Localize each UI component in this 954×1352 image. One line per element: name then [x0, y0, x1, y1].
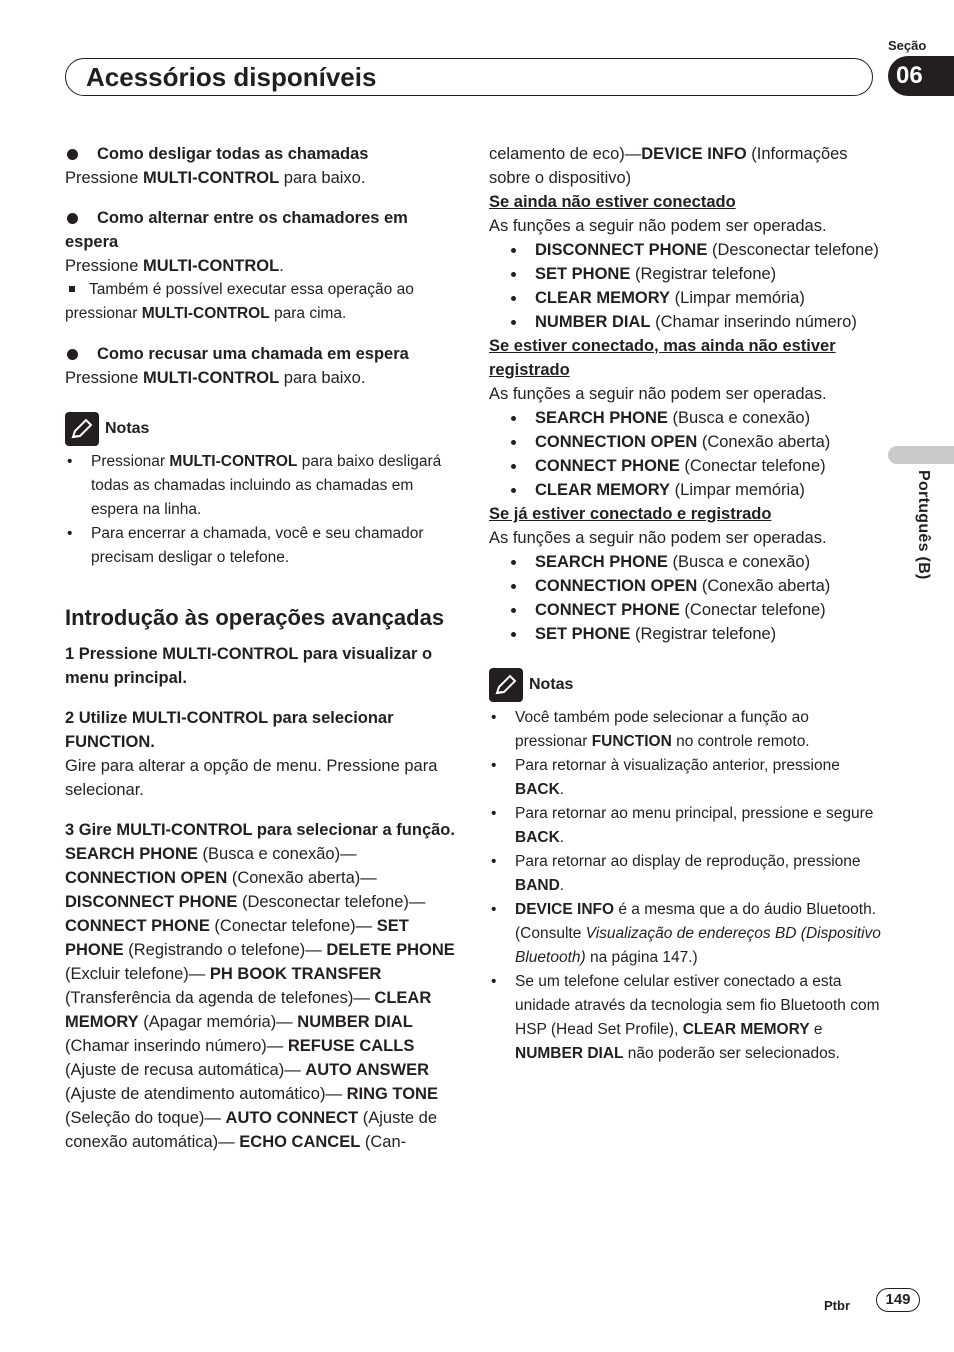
list-item: CONNECT PHONE (Conectar telefone) — [489, 454, 884, 478]
notes-header — [489, 668, 884, 702]
page-title: Acessórios disponíveis — [86, 62, 377, 92]
paragraph: Pressione MULTI-CONTROL para baixo. — [65, 169, 366, 187]
bullet-title: Como desligar todas as chamadas — [65, 142, 455, 166]
step-2: 2 Utilize MULTI-CONTROL para selecionar FUNCTION. — [65, 709, 394, 751]
header-bar — [65, 58, 873, 96]
paragraph: Pressione MULTI-CONTROL para baixo. — [65, 369, 366, 387]
subheading: Se já estiver conectado e registrado — [489, 505, 772, 523]
section-heading: Introdução às operações avançadas — [65, 605, 445, 630]
paragraph: As funções a seguir não podem ser operadas. — [489, 385, 827, 403]
right-column — [489, 142, 884, 1066]
list-item: NUMBER DIAL (Chamar inserindo número) — [489, 310, 884, 334]
list-item: • Para encerrar a chamada, você e seu chamador precisam desligar o telefone. — [65, 522, 455, 570]
step-1: 1 Pressione MULTI-CONTROL para visualizar o menu principal. — [65, 645, 433, 687]
footer-language: Ptbr — [824, 1298, 850, 1313]
list-item: CLEAR MEMORY (Limpar memória) — [489, 286, 884, 310]
side-tab — [888, 446, 954, 464]
list-item: • Pressionar MULTI-CONTROL para baixo desligará todas as chamadas incluindo as chamadas em espera na linha. — [65, 450, 455, 522]
function-bullets — [489, 238, 884, 334]
list-item: • Para retornar ao menu principal, pressione e segure BACK. — [489, 802, 884, 850]
list-item: CONNECTION OPEN (Conexão aberta) — [489, 430, 884, 454]
notes-header — [65, 412, 455, 446]
paragraph: Gire para alterar a opção de menu. Pressione para selecionar. — [65, 757, 438, 799]
notes-label: Notas — [529, 676, 574, 693]
list-item: SEARCH PHONE (Busca e conexão) — [489, 406, 884, 430]
page-number: 149 — [876, 1288, 920, 1312]
left-column — [65, 142, 455, 1154]
list-item: SET PHONE (Registrar telefone) — [489, 262, 884, 286]
notes-label: Notas — [105, 420, 150, 437]
step-3: 3 Gire MULTI-CONTROL para selecionar a função. — [65, 821, 455, 839]
paragraph: As funções a seguir não podem ser operadas. — [489, 529, 827, 547]
pencil-icon — [489, 668, 523, 702]
list-item: SEARCH PHONE (Busca e conexão) — [489, 550, 884, 574]
subheading: Se estiver conectado, mas ainda não estiver registrado — [489, 337, 836, 379]
list-item: • Se um telefone celular estiver conectado a esta unidade através da tecnologia sem fio Bluetooth com HSP (Head Set Profile), CLEAR MEMORY e NUMBER DIAL não poderão ser selecionados. — [489, 970, 884, 1066]
function-list: SEARCH PHONE (Busca e conexão)— CONNECTION OPEN (Conexão aberta)— DISCONNECT PHONE (Desconectar telefone)— CONNECT PHONE (Conectar telefone)— SET PHONE (Registrando o telefone)— DELETE PHONE (Excluir telefone)— PH BOOK TRANSFER (Transferência da agenda de telefones)— CLEAR MEMORY (Apagar memória)— NUMBER DIAL (Chamar inserindo número)— REFUSE CALLS (Ajuste de recusa automática)— AUTO ANSWER (Ajuste de atendimento automático)— RING TONE (Seleção do toque)— AUTO CONNECT (Ajuste de conexão automática)— ECHO CANCEL (Can- — [65, 845, 455, 1151]
function-bullets — [489, 550, 884, 646]
list-item: • DEVICE INFO é a mesma que a do áudio Bluetooth. (Consulte Visualização de endereços BD (Dispositivo Bluetooth) na página 147.) — [489, 898, 884, 970]
paragraph: Pressione MULTI-CONTROL. — [65, 257, 284, 275]
section-label: Seção — [888, 38, 927, 53]
list-item: CLEAR MEMORY (Limpar memória) — [489, 478, 884, 502]
subheading: Se ainda não estiver conectado — [489, 193, 736, 211]
pencil-icon — [65, 412, 99, 446]
list-item: CONNECT PHONE (Conectar telefone) — [489, 598, 884, 622]
list-item: • Para retornar ao display de reprodução, pressione BAND. — [489, 850, 884, 898]
paragraph: As funções a seguir não podem ser operadas. — [489, 217, 827, 235]
notes-list — [65, 450, 455, 570]
section-badge: 06 — [888, 56, 954, 96]
bullet-title: Como alternar entre os chamadores em espera — [65, 206, 455, 254]
list-item: DISCONNECT PHONE (Desconectar telefone) — [489, 238, 884, 262]
square-note: Também é possível executar essa operação ao pressionar MULTI-CONTROL para cima. — [65, 278, 455, 326]
list-item: • Para retornar à visualização anterior, pressione BACK. — [489, 754, 884, 802]
side-language: Português (B) — [915, 470, 932, 580]
paragraph: celamento de eco)—DEVICE INFO (Informações sobre o dispositivo) — [489, 145, 848, 187]
list-item: SET PHONE (Registrar telefone) — [489, 622, 884, 646]
function-bullets — [489, 406, 884, 502]
list-item: CONNECTION OPEN (Conexão aberta) — [489, 574, 884, 598]
bullet-title: Como recusar uma chamada em espera — [65, 342, 455, 366]
list-item: • Você também pode selecionar a função ao pressionar FUNCTION no controle remoto. — [489, 706, 884, 754]
notes-list — [489, 706, 884, 1066]
